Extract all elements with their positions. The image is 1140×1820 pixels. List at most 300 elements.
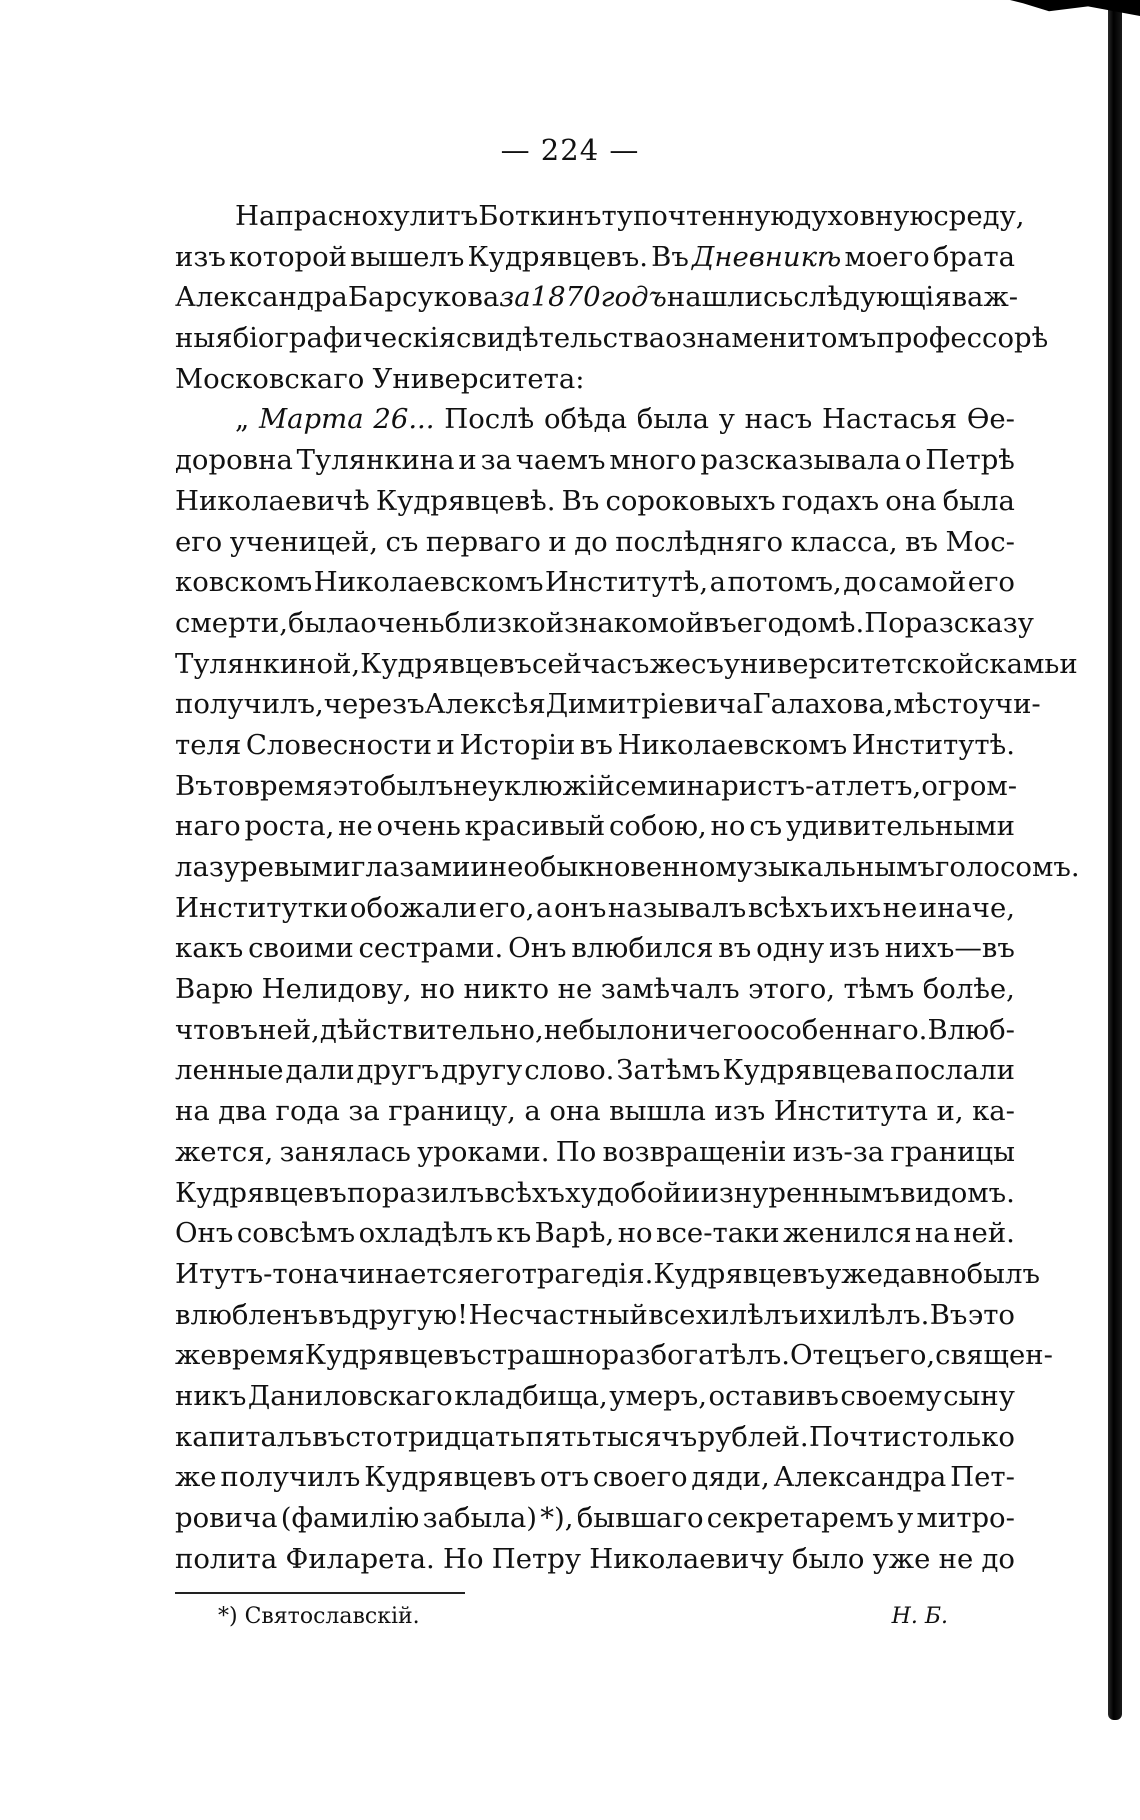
scan-edge-shadow <box>1108 0 1122 1720</box>
word: у <box>718 403 735 436</box>
word: и <box>436 728 455 761</box>
word: Въ <box>929 1298 968 1331</box>
word: Онъ <box>508 932 567 965</box>
word: Александра <box>175 281 348 314</box>
word: за <box>348 1095 380 1128</box>
text-line <box>175 399 1015 440</box>
word: сороковыхъ <box>605 484 776 517</box>
word: пять <box>525 1420 592 1453</box>
word: Института <box>773 1095 929 1128</box>
word: на <box>915 1217 950 1250</box>
word: близкой <box>444 606 565 639</box>
text-line <box>175 766 1018 807</box>
word: жется, <box>175 1135 274 1168</box>
word: уже <box>872 1542 931 1575</box>
word: нихъ—въ <box>884 932 1015 965</box>
word: доровна <box>175 444 293 477</box>
word: кладбища, <box>454 1379 608 1412</box>
word: хилѣлъ <box>695 1298 799 1331</box>
word: музыкальнымъ <box>715 851 935 883</box>
word: смерти, <box>175 606 288 639</box>
word: насъ <box>744 403 813 436</box>
word: знаменитомъ <box>681 322 877 355</box>
word: очень <box>360 606 445 639</box>
word: тридцать <box>392 1420 526 1453</box>
word: біографическія <box>232 322 456 355</box>
word: никто <box>463 973 550 1006</box>
word: же <box>175 1339 217 1372</box>
word: Кудрявцевъ. <box>467 240 649 273</box>
word: бывшаго <box>576 1502 704 1534</box>
word: была <box>287 606 361 639</box>
word: Затѣмъ <box>616 1054 721 1087</box>
word: съ <box>749 810 783 843</box>
word: трагедія. <box>521 1257 654 1290</box>
word: изъ <box>714 1095 766 1128</box>
word: женился <box>783 1217 912 1250</box>
text-line <box>175 806 1015 847</box>
text-line <box>175 1498 1015 1539</box>
word: забыла) <box>422 1502 538 1534</box>
word: разбогатѣлъ. <box>601 1339 790 1372</box>
word: Тулянкина <box>296 444 455 477</box>
word: всѣхъ <box>747 891 829 924</box>
word: скамьи <box>974 647 1078 680</box>
word: (фамилію <box>280 1502 420 1534</box>
word: же <box>649 647 691 680</box>
word: а <box>709 566 726 599</box>
word: съ <box>691 647 724 680</box>
word: за <box>499 281 531 314</box>
word: черезъ <box>323 688 425 721</box>
word: свидѣтельства <box>455 322 666 355</box>
word: Филарета. <box>285 1542 435 1575</box>
word: видомъ. <box>899 1176 1015 1209</box>
word: на <box>175 1095 210 1128</box>
word: Въ <box>175 769 213 802</box>
word: охладѣлъ <box>358 1217 494 1250</box>
word: оставивъ <box>708 1379 839 1412</box>
word: Кудрявцевъ <box>360 647 532 680</box>
word: Отецъ <box>789 1339 880 1372</box>
word: Кудрявцевъ <box>364 1461 536 1494</box>
word: Въ <box>651 240 689 273</box>
word: слово. <box>524 1054 615 1087</box>
word: но <box>710 810 746 843</box>
text-line <box>175 644 1078 685</box>
word: ровича <box>175 1502 278 1534</box>
word: Мос- <box>945 525 1015 558</box>
word: уроками. <box>417 1135 550 1168</box>
text-line <box>175 481 1015 522</box>
word: мѣсто <box>893 688 979 721</box>
text-line <box>175 440 1015 481</box>
word: былъ <box>379 769 454 802</box>
word: до <box>981 1542 1015 1575</box>
word: изъ <box>175 240 226 273</box>
word: Даниловскаго <box>247 1379 453 1412</box>
word: его <box>474 1257 522 1290</box>
word: неуклюжій <box>453 769 616 802</box>
text-line <box>175 196 1025 237</box>
word: Ѳе- <box>966 403 1015 436</box>
page-number: — 224 — <box>500 133 640 167</box>
word: Нелидову, <box>261 973 412 1006</box>
word: необыкновенно <box>488 851 716 883</box>
text-line <box>175 1335 1053 1376</box>
word: его, <box>879 1339 936 1372</box>
word: голосомъ. <box>935 851 1080 883</box>
word: Пет- <box>950 1461 1015 1494</box>
word: страшно <box>476 1339 602 1372</box>
word: дали <box>285 1054 355 1087</box>
word: теля <box>175 728 242 761</box>
word: тысячъ <box>591 1420 698 1453</box>
word: худобой <box>565 1176 682 1209</box>
word: что <box>175 1013 225 1046</box>
word: вышелъ <box>350 240 465 273</box>
word: священ- <box>935 1339 1053 1372</box>
word: всѣхъ <box>484 1176 565 1209</box>
word: своими <box>248 932 354 965</box>
footnote-signature: Н. Б. <box>891 1604 948 1629</box>
word: ней. <box>953 1217 1015 1250</box>
word: не <box>938 1542 974 1575</box>
word: границы <box>890 1135 1015 1168</box>
word: Почти <box>808 1420 902 1453</box>
word: у <box>897 1502 914 1534</box>
word: это <box>967 1298 1015 1331</box>
word: лазуревыми <box>175 851 352 883</box>
word: Варѣ, <box>534 1217 615 1250</box>
word: его <box>736 606 785 639</box>
word: ка- <box>972 1095 1015 1128</box>
text-line <box>175 969 1015 1010</box>
word: о <box>665 322 682 355</box>
word: Марта <box>258 403 364 436</box>
word: учи- <box>978 688 1041 721</box>
word: моего <box>844 240 930 273</box>
word: которой <box>228 240 347 273</box>
word: Димитріевича <box>545 688 753 721</box>
text-line <box>175 725 1015 766</box>
word: Варю <box>175 973 254 1006</box>
word: духовную <box>794 200 934 232</box>
word: Дневникѣ <box>692 240 842 273</box>
word: знакомой <box>564 606 704 639</box>
word: въ <box>703 606 737 639</box>
word: и <box>682 1176 701 1209</box>
word: другу <box>441 1054 523 1087</box>
word: Онъ <box>175 1217 234 1250</box>
word: занялась <box>279 1135 411 1168</box>
word: поразилъ <box>347 1176 485 1209</box>
word: до <box>574 525 608 558</box>
word: профессорѣ <box>876 322 1049 355</box>
word: два <box>218 1095 268 1128</box>
word: до <box>843 566 877 599</box>
word: о <box>904 444 922 477</box>
word: 1870 <box>530 281 601 314</box>
word: Словесности <box>245 728 432 761</box>
text-line <box>175 1213 1015 1254</box>
text-line <box>175 1254 1040 1295</box>
word: влюбился <box>571 932 714 965</box>
text-line <box>175 928 1015 969</box>
word: И <box>175 1257 199 1290</box>
word: никъ <box>175 1379 247 1412</box>
word: Тулянкиной, <box>175 647 361 680</box>
word: вышла <box>609 1095 706 1128</box>
word: полита <box>175 1542 278 1575</box>
word: почтенную <box>632 200 795 232</box>
word: была <box>942 484 1015 517</box>
word: „ <box>235 403 250 436</box>
word: за <box>480 444 512 477</box>
word: секретаремъ <box>706 1502 894 1534</box>
word: Исторіи <box>459 728 576 761</box>
word: Барсукова <box>347 281 500 314</box>
word: Напрасно <box>235 200 378 232</box>
word: послѣдняго <box>615 525 784 558</box>
word: капиталъ <box>175 1420 312 1453</box>
word: не <box>557 973 593 1006</box>
word: слѣдующія <box>793 281 952 314</box>
word: съ <box>385 525 419 558</box>
word: ленные <box>175 1054 284 1087</box>
word: другую! <box>351 1298 469 1331</box>
word: начинается <box>304 1257 475 1290</box>
word: ту <box>601 200 633 232</box>
text-line <box>175 684 1041 725</box>
text-line <box>175 237 1015 278</box>
word: глазами <box>351 851 471 883</box>
word: Галахова, <box>752 688 894 721</box>
word: перваго <box>425 525 541 558</box>
word: изъ-за <box>792 1135 885 1168</box>
word: Послѣ <box>444 403 535 436</box>
text-line <box>175 1417 1015 1458</box>
text-line <box>175 888 1015 929</box>
word: и <box>799 1298 818 1331</box>
word: Московскаго <box>175 362 365 395</box>
word: Институтѣ. <box>851 728 1015 761</box>
word: ихъ <box>829 891 882 924</box>
word: все <box>648 1298 696 1331</box>
word: Боткинъ <box>478 200 602 232</box>
word: къ <box>496 1217 532 1250</box>
word: получилъ, <box>175 688 324 721</box>
word: среду, <box>933 200 1025 232</box>
word: разсказу <box>904 606 1034 639</box>
text-line <box>175 1050 1015 1091</box>
word: болѣе, <box>922 973 1015 1006</box>
word: она <box>549 1095 601 1128</box>
word: называлъ <box>607 891 747 924</box>
text-line <box>175 1173 1015 1214</box>
word: особеннаго. <box>753 1013 928 1046</box>
word: и, <box>936 1095 964 1128</box>
word: въ <box>318 1298 352 1331</box>
word: огром- <box>921 769 1018 802</box>
text-line <box>175 1132 1015 1173</box>
word: сестрами. <box>358 932 504 965</box>
word: хилѣлъ. <box>817 1298 930 1331</box>
word: Алексѣя <box>424 688 546 721</box>
word: Университета: <box>372 362 585 395</box>
footnote-text: *) Святославскій. <box>218 1604 420 1629</box>
word: столько <box>901 1420 1015 1453</box>
word: Николаевичу <box>589 1542 784 1575</box>
word: но <box>420 973 455 1006</box>
word: же <box>175 1461 217 1494</box>
word: ничего <box>651 1013 754 1046</box>
word: получилъ <box>220 1461 361 1494</box>
word: замѣчалъ <box>600 973 740 1006</box>
word: наго <box>175 810 241 843</box>
word: время <box>244 769 333 802</box>
word: тутъ-то <box>198 1257 305 1290</box>
word: По <box>864 606 905 639</box>
word: ныя <box>175 322 233 355</box>
word: дяди, <box>691 1461 770 1494</box>
word: а <box>524 1095 541 1128</box>
word: митро- <box>916 1502 1015 1534</box>
word: въ <box>905 525 939 558</box>
word: Петрѣ <box>925 444 1015 477</box>
word: это <box>332 769 380 802</box>
word: въ <box>579 728 613 761</box>
word: была <box>636 403 710 436</box>
text-line <box>175 847 1080 888</box>
word: Настасья <box>822 403 958 436</box>
word: послали <box>895 1054 1015 1087</box>
word: 26... <box>373 403 435 436</box>
word: какъ <box>175 932 244 965</box>
footnote-rule <box>175 1592 465 1594</box>
word: очень <box>376 810 461 843</box>
word: брата <box>932 240 1015 273</box>
word: ней, <box>258 1013 320 1046</box>
word: Въ <box>561 484 600 517</box>
word: роста, <box>244 810 335 843</box>
word: его <box>175 525 223 558</box>
word: умеръ, <box>609 1379 707 1412</box>
word: своему <box>840 1379 942 1412</box>
word: Кудрявцевъ <box>653 1257 826 1290</box>
word: изъ <box>829 932 880 965</box>
word: въ <box>312 1420 346 1453</box>
word: но <box>617 1217 653 1250</box>
word: обѣда <box>543 403 628 436</box>
word: сыну <box>943 1379 1015 1412</box>
word: годахъ <box>781 484 880 517</box>
word: чаемъ <box>515 444 606 477</box>
word: самой <box>878 566 967 599</box>
word: Николаевскомъ <box>313 566 544 599</box>
word: Институтѣ, <box>544 566 709 599</box>
word: обожали <box>349 891 478 924</box>
word: класса, <box>790 525 898 558</box>
word: отъ <box>539 1461 590 1494</box>
word: годъ <box>600 281 667 314</box>
word: Кудрявцевъ <box>175 1176 347 1209</box>
word: его, <box>478 891 535 924</box>
word: своего <box>592 1461 688 1494</box>
text-line <box>175 277 1019 318</box>
word: не <box>338 810 373 843</box>
word: давно <box>882 1257 967 1290</box>
word: Несчастный <box>468 1298 648 1331</box>
body-text <box>175 196 1080 1579</box>
word: Петру <box>491 1542 582 1575</box>
word: года <box>275 1095 340 1128</box>
word: его <box>967 566 1015 599</box>
word: и <box>458 444 477 477</box>
word: этого, <box>748 973 836 1006</box>
word: Институтки <box>175 891 349 924</box>
word: а <box>536 891 553 924</box>
word: Николаевичѣ <box>175 484 370 517</box>
word: въ <box>718 932 752 965</box>
word: не <box>543 1013 579 1046</box>
word: уже <box>825 1257 883 1290</box>
word: изнуреннымъ <box>700 1176 900 1209</box>
text-line <box>175 1010 1015 1051</box>
text-line <box>175 318 1049 359</box>
word: хулитъ <box>378 200 479 232</box>
word: границу, <box>388 1095 516 1128</box>
word: Кудрявцевъ <box>304 1339 477 1372</box>
text-line <box>175 1091 1015 1132</box>
text-line <box>175 1539 1015 1580</box>
word: время <box>216 1339 305 1372</box>
word: собою, <box>609 810 707 843</box>
word: много <box>609 444 697 477</box>
word: Александра <box>773 1461 947 1494</box>
word: она <box>885 484 937 517</box>
word: былъ <box>966 1257 1040 1290</box>
word: все-таки <box>656 1217 780 1250</box>
word: ученицей, <box>229 525 379 558</box>
word: рублей. <box>697 1420 809 1453</box>
word: иначе, <box>918 891 1015 924</box>
word: нашлись <box>666 281 794 314</box>
word: въ <box>225 1013 259 1046</box>
word: сейчасъ <box>531 647 650 680</box>
word: домѣ. <box>784 606 865 639</box>
word: было <box>578 1013 652 1046</box>
word: важ- <box>951 281 1019 314</box>
word: ковскомъ <box>175 566 313 599</box>
text-line <box>175 359 1015 400</box>
word: Но <box>443 1542 484 1575</box>
word: Николаевскомъ <box>617 728 848 761</box>
word: не <box>882 891 918 924</box>
word: потомъ, <box>727 566 842 599</box>
word: разсказывала <box>700 444 902 477</box>
text-line <box>175 1295 1015 1336</box>
text-line <box>175 1457 1015 1498</box>
text-line <box>175 562 1015 603</box>
word: совсѣмъ <box>236 1217 356 1250</box>
word: Кудрявцевѣ. <box>375 484 556 517</box>
text-line <box>175 1376 1015 1417</box>
word: сто <box>345 1420 393 1453</box>
text-line <box>175 522 1015 563</box>
word: удивительными <box>785 810 1015 843</box>
word: университетской <box>723 647 975 680</box>
